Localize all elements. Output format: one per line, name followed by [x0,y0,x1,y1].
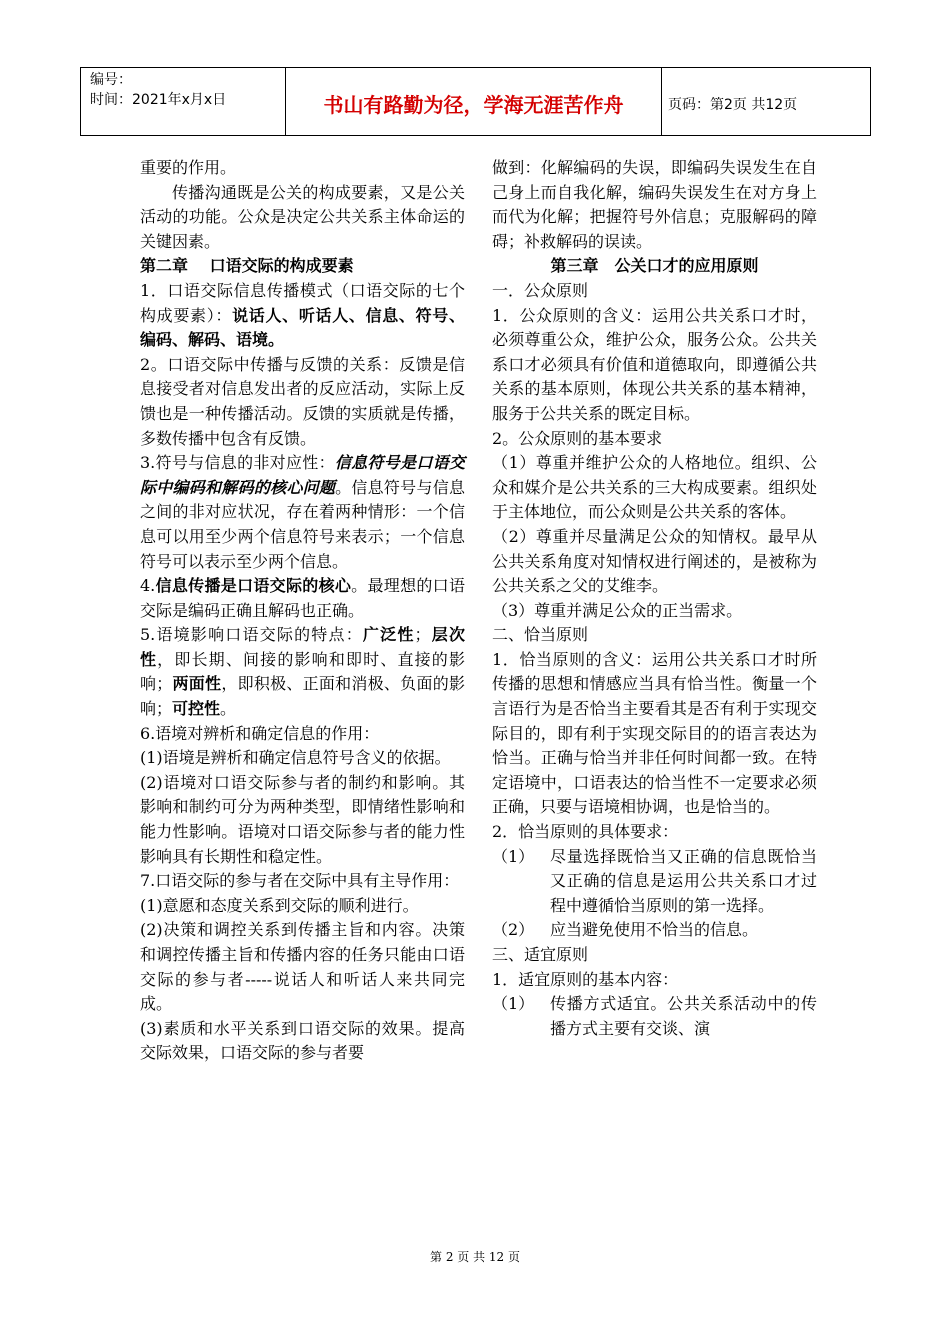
section-1-item-2c: （3）尊重并满足公众的正当需求。 [492,600,743,620]
section-3-title: 三、适宜原则 [492,945,589,964]
item-7-3: (3)素质和水平关系到口语交际的效果。提高交际效果，口语交际的参与者要 [140,1018,465,1063]
item-3: 3.符号与信息的非对应性：信息符号是口语交际中编码和解码的核心问题。信息符号与信息之间的非对应状况，存在着两种情形：一个信息可以用至少两个信息符号来表示；一个信息符号可以表示至少两个信息。 [140,453,465,571]
date-label: 时间：2021年x月x日 [90,92,227,108]
item-7: 7.口语交际的参与者在交际中具有主导作用： [140,871,460,891]
header-motto: 书山有路勤为径，学海无涯苦作舟 [286,68,662,135]
section-1-title: 一．公众原则 [492,280,589,300]
section-1-item-2a: （1）尊重并维护公众的人格地位。组织、公众和媒介是公共关系的三大构成要素。组织处于主体地位，而公众则是公共关系的客体。 [492,453,817,522]
paragraph: 传播沟通既是公关的构成要素，又是公关活动的功能。公众是决定公共关系主体命运的关键因素。 [140,182,465,251]
item-6-2: (2)语境对口语交际参与者的制约和影响。其影响和制约可分为两种类型，即情绪性影响和能力性影响。语境对口语交际参与者的能力性影响具有长期性和稳定性。 [140,772,465,866]
code-label: 编号： [90,72,132,88]
item-6: 6.语境对辨析和确定信息的作用： [140,723,380,743]
item-7-2: (2)决策和调控关系到传播主旨和内容。决策和调控传播主旨和传播内容的任务只能由口语交际的参与者-----说话人和听话人来共同完成。 [140,920,465,1014]
page-footer: 第 2 页 共 12 页 [430,1250,520,1264]
section-2-item-2: 2．恰当原则的具体要求： [492,822,679,842]
section-2-item-1: 1．恰当原则的含义：运用公共关系口才时所传播的思想和情感应当具有恰当性。衡量一个言语行为是否恰当主要看其是否有利于实现交际目的，即有利于实现交际目的的语言表达为恰当。正确与恰当并非任何时间都一致。在特定语境中，口语表达的恰当性不一定要求必须正确，只要与语境相协调，也是恰当的。 [492,649,817,817]
right-column [492,156,817,1041]
item-4: 4.信息传播是口语交际的核心。最理想的口语交际是编码正确且解码也正确。 [140,576,465,620]
section-1-item-2b: （2）尊重并尽量满足公众的知情权。最早从公共关系角度对知情权进行阐述的，是被称为公共关系之父的艾维李。 [492,526,817,596]
section-3-item-1a: （1） 传播方式适宜。公共关系活动中的传播方式主要有交谈、演 [492,994,817,1038]
section-2-item-2b: （2） 应当避免使用不恰当的信息。 [492,920,759,940]
section-1-item-1: 1．公众原则的含义：运用公共关系口才时，必须尊重公众，维护公众，服务公众。公共关系口才必须具有价值和道德取向，即遵循公共关系的基本原则，体现公共关系的基本精神，服务于公共关系的既定目标。 [492,305,817,423]
chapter-2-title: 第二章 口语交际的构成要素 [140,256,354,276]
section-3-item-1: 1．适宜原则的基本内容： [492,969,679,989]
left-column [140,156,465,1066]
section-2-title: 二、恰当原则 [492,625,589,645]
item-5: 5.语境影响口语交际的特点：广泛性；层次性，即长期、间接的影响和即时、直接的影响；两面性，即积极、正面和消极、负面的影响；可控性。 [140,625,465,719]
item-6-1: (1)语境是辨析和确定信息符号含义的依据。 [140,748,451,768]
header-page-info: 页码：第2页 共12页 [668,96,798,113]
paragraph: 重要的作用。 [140,158,237,177]
item-2: 2。口语交际中传播与反馈的关系：反馈是信息接受者对信息发出者的反应活动，实际上反馈也是一种传播活动。反馈的实质就是传播，多数传播中包含有反馈。 [140,354,465,448]
chapter-3-title: 第三章 公关口才的应用原则 [550,256,759,276]
paragraph: 做到：化解编码的失误，即编码失误发生在自己身上而自我化解，编码失误发生在对方身上而代为化解；把握符号外信息；克服解码的障碍；补救解码的误读。 [492,158,817,251]
section-2-item-2a: （1） 尽量选择既恰当又正确的信息既恰当又正确的信息是运用公共关系口才过程中遵循恰当原则的第一选择。 [492,846,817,915]
section-1-item-2: 2。公众原则的基本要求 [492,428,663,448]
item-7-1: (1)意愿和态度关系到交际的顺利进行。 [140,895,419,915]
header-meta [81,68,286,135]
header-table [80,67,871,136]
item-1: 1．口语交际信息传播模式（口语交际的七个构成要素）：说话人、听话人、信息、符号、编码、解码、语境。 [140,280,465,350]
